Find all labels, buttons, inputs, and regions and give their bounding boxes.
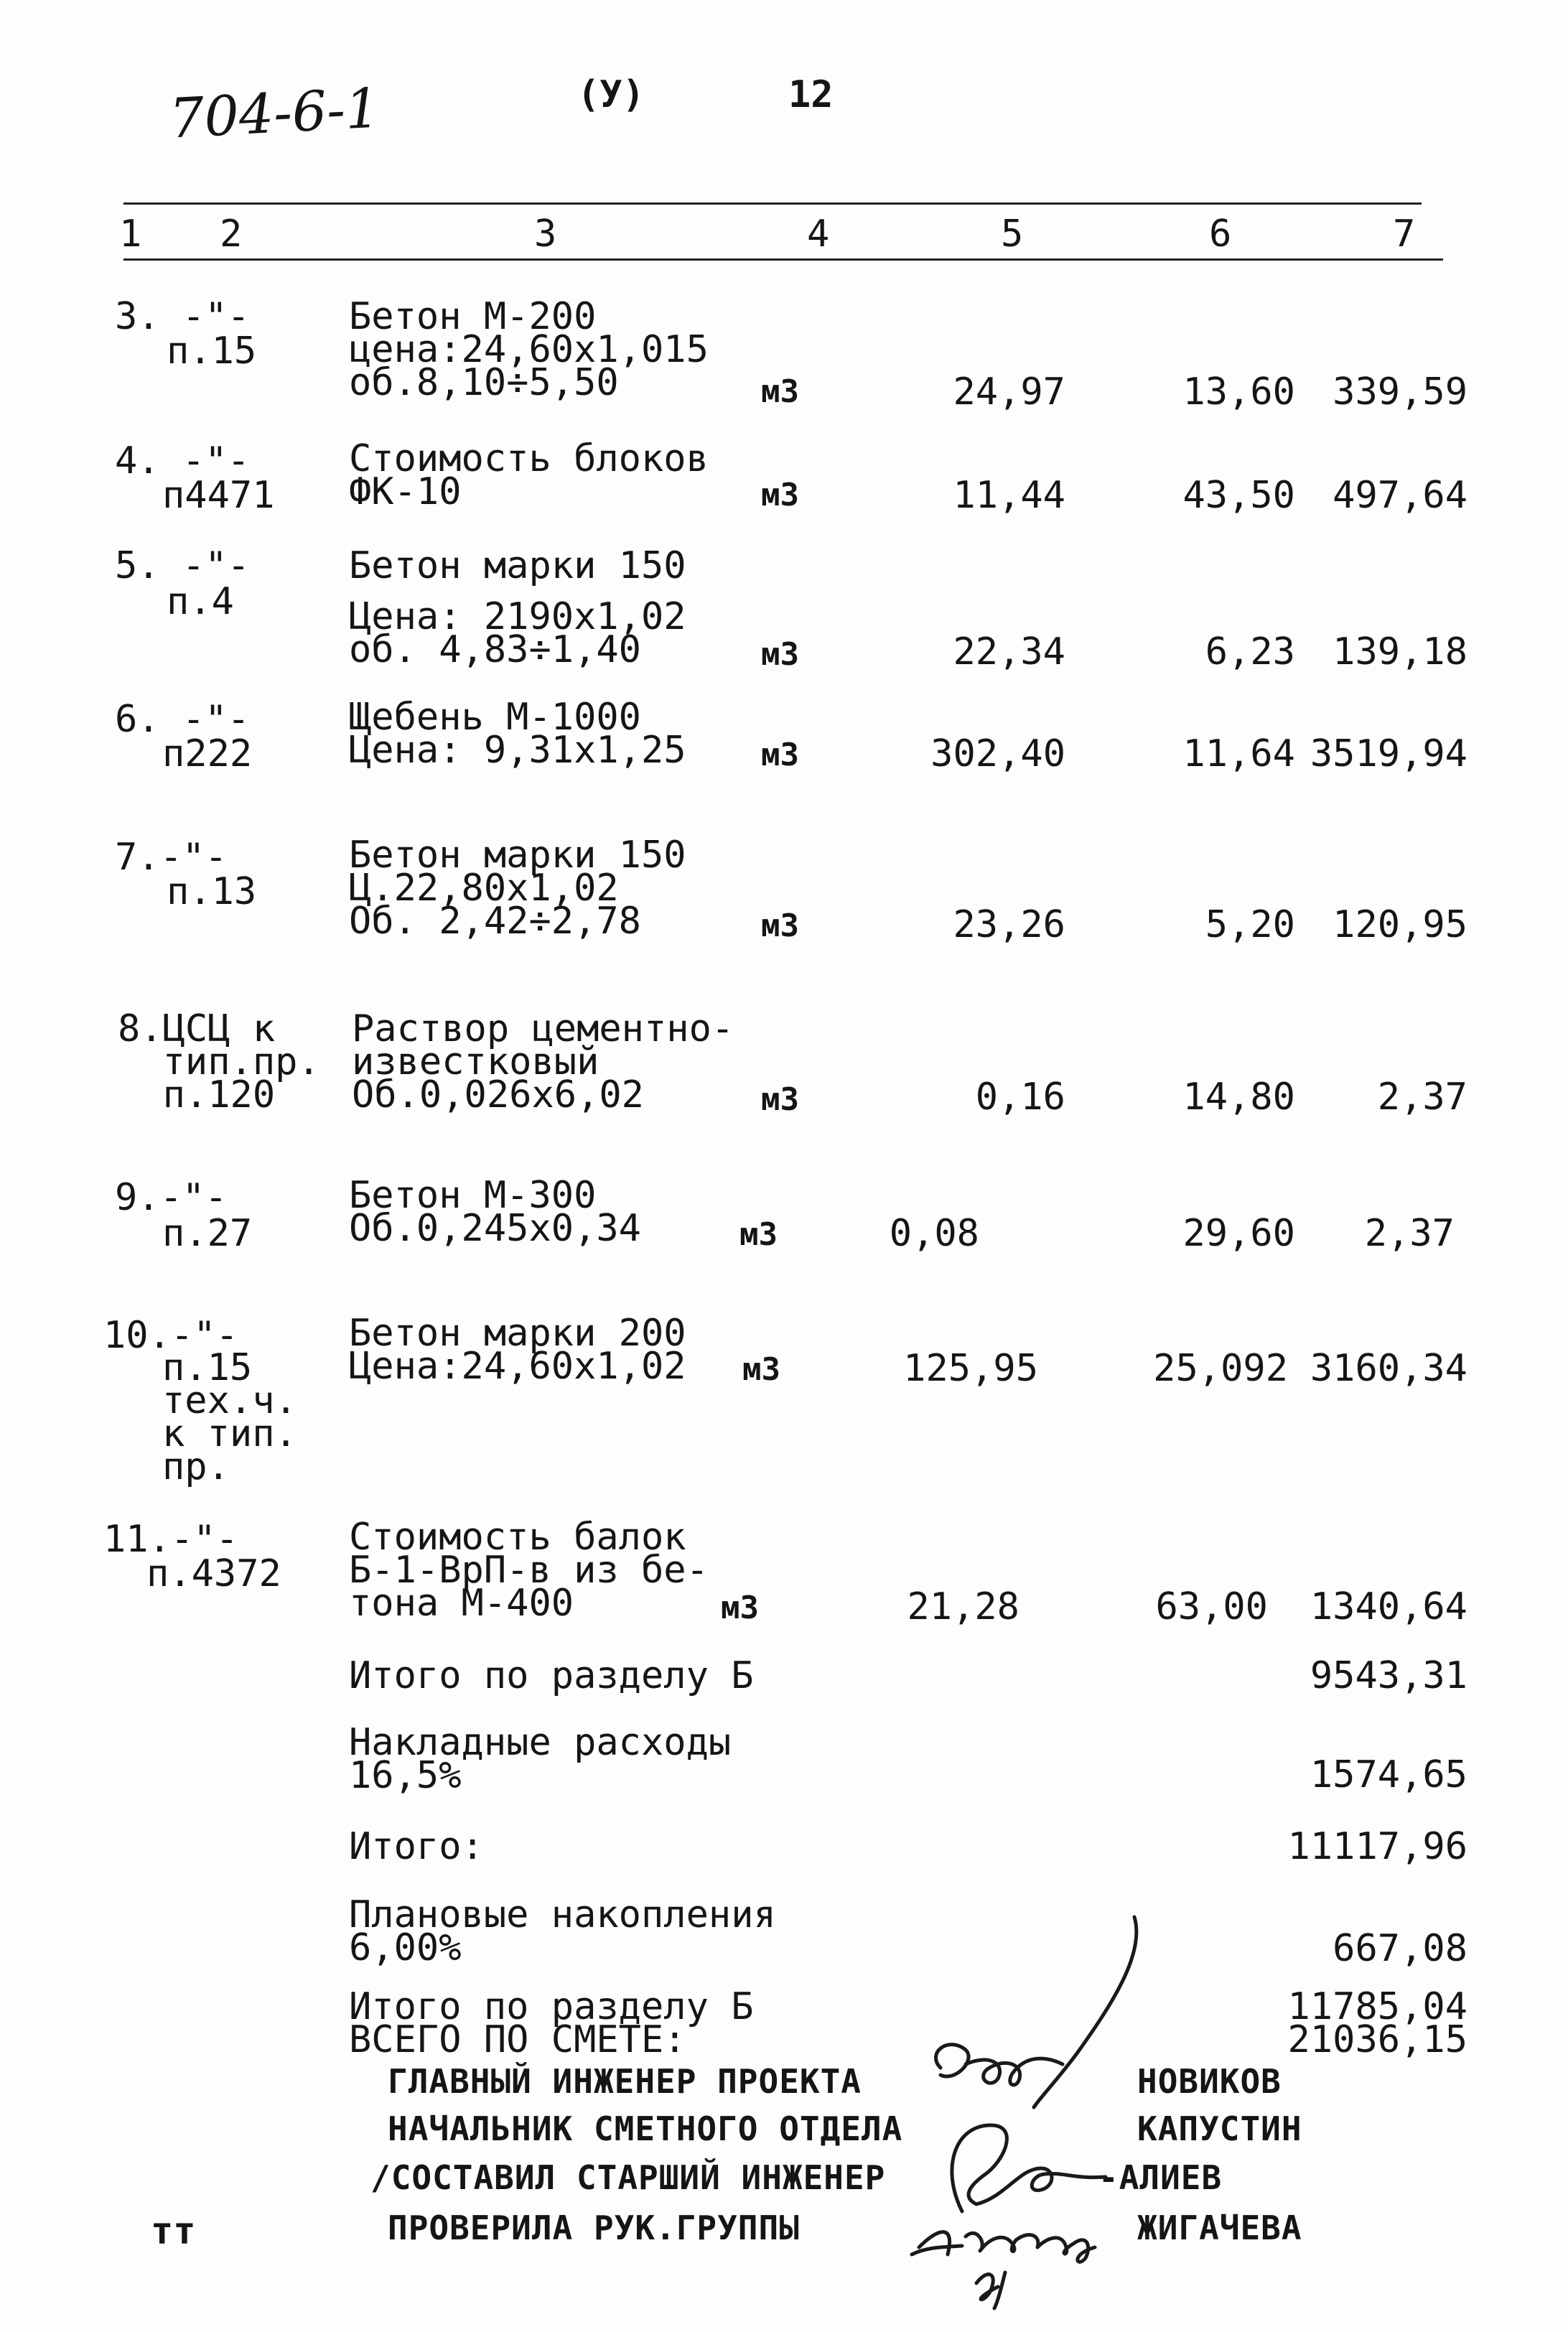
row-price: 11,64 bbox=[1182, 732, 1295, 775]
planned-savings-label-line: Плановые накопления bbox=[349, 1893, 776, 1936]
row-price: 29,60 bbox=[1182, 1212, 1295, 1255]
row-desc-line: Бетон марки 200 bbox=[349, 1312, 686, 1355]
row-description bbox=[352, 1007, 734, 1116]
signature-name: ЖИГАЧЕВА bbox=[1137, 2209, 1302, 2247]
total-label: Итого: bbox=[349, 1825, 484, 1868]
row-description bbox=[349, 1174, 641, 1250]
row-desc-line: Цена: 9,31х1,25 bbox=[349, 729, 686, 772]
row-ref bbox=[167, 330, 257, 373]
row-description bbox=[349, 295, 709, 404]
row-unit: м3 bbox=[739, 1216, 778, 1253]
row-unit: м3 bbox=[761, 636, 799, 673]
row-number: 9.-"- bbox=[115, 1176, 228, 1219]
footer-mark: тт bbox=[151, 2210, 196, 2253]
row-desc-line: Бетон М-300 bbox=[349, 1174, 597, 1217]
row-quantity: 0,08 bbox=[889, 1212, 979, 1255]
row-desc-line: Б-1-ВрП-в из бе- bbox=[349, 1549, 709, 1592]
row-number: 4. -"- bbox=[115, 439, 250, 482]
estimate-total-label: ВСЕГО ПО СМЕТЕ: bbox=[349, 2018, 686, 2061]
row-ref-line: п4471 bbox=[162, 474, 275, 517]
overhead-value: 1574,65 bbox=[1310, 1753, 1467, 1796]
row-desc-line: Щебень М-1000 bbox=[349, 696, 641, 739]
row-ref-line: п.27 bbox=[162, 1212, 253, 1255]
row-desc-line: Бетон марки 150 bbox=[349, 544, 686, 587]
row-total: 2,37 bbox=[1364, 1212, 1455, 1255]
row-quantity: 11,44 bbox=[953, 474, 1065, 517]
column-header-1: 1 bbox=[119, 213, 142, 256]
row-total: 3519,94 bbox=[1310, 732, 1467, 775]
signature-name: КАПУСТИН bbox=[1137, 2109, 1302, 2148]
row-number: 11.-"- bbox=[103, 1518, 238, 1561]
grand-total-label bbox=[349, 1985, 754, 2061]
row-unit: м3 bbox=[761, 908, 799, 944]
header-rule-bottom bbox=[123, 258, 1443, 261]
row-ref-line: п.15 bbox=[167, 330, 257, 373]
row-description bbox=[349, 1312, 686, 1388]
row-price: 43,50 bbox=[1182, 474, 1295, 517]
column-header-7: 7 bbox=[1393, 213, 1416, 256]
overhead-rate: 16,5% bbox=[349, 1754, 462, 1797]
planned-savings-label bbox=[349, 1893, 776, 1969]
row-ref bbox=[146, 1552, 281, 1595]
row-number: 3. -"- bbox=[115, 295, 250, 338]
row-price: 14,80 bbox=[1182, 1076, 1295, 1119]
row-quantity: 0,16 bbox=[975, 1076, 1065, 1119]
row-ref bbox=[167, 870, 257, 913]
row-description bbox=[349, 696, 686, 772]
row-total: 2,37 bbox=[1377, 1076, 1467, 1119]
column-header-6: 6 bbox=[1209, 213, 1232, 256]
planned-savings-value: 667,08 bbox=[1333, 1927, 1467, 1970]
row-unit: м3 bbox=[761, 373, 799, 410]
section-total-value: 11785,04 bbox=[1287, 1985, 1467, 2028]
row-desc-line: Цена:24,60х1,02 bbox=[349, 1345, 686, 1388]
header-rule-top bbox=[123, 202, 1422, 205]
row-desc-line: об.8,10÷5,50 bbox=[349, 361, 619, 404]
row-ref-line: п.15 bbox=[162, 1346, 253, 1389]
row-desc-line: Об.0,026х6,02 bbox=[352, 1073, 644, 1116]
row-ref bbox=[162, 1212, 253, 1255]
row-total: 139,18 bbox=[1333, 630, 1467, 673]
estimate-total-value: 21036,15 bbox=[1287, 2018, 1467, 2061]
row-ref bbox=[118, 1007, 320, 1116]
section-subtotal-value: 9543,31 bbox=[1310, 1654, 1467, 1697]
row-total: 1340,64 bbox=[1310, 1585, 1467, 1628]
row-desc-line: цена:24,60х1,015 bbox=[349, 328, 709, 371]
overhead-label-line: Накладные расходы bbox=[349, 1721, 732, 1764]
column-header-5: 5 bbox=[1001, 213, 1024, 256]
row-unit: м3 bbox=[721, 1590, 759, 1626]
row-number: 7.-"- bbox=[115, 836, 228, 879]
row-price: 5,20 bbox=[1205, 903, 1295, 946]
row-quantity: 21,28 bbox=[907, 1585, 1019, 1628]
row-quantity: 24,97 bbox=[953, 370, 1065, 414]
row-ref-line: п222 bbox=[162, 732, 253, 775]
row-desc-line: тона М-400 bbox=[349, 1582, 574, 1625]
total-value: 11117,96 bbox=[1287, 1825, 1467, 1868]
row-description bbox=[349, 544, 686, 587]
signature-role: /СОСТАВИЛ СТАРШИЙ ИНЖЕНЕР bbox=[370, 2158, 886, 2197]
signature-role: ГЛАВНЫЙ ИНЖЕНЕР ПРОЕКТА bbox=[388, 2062, 862, 2101]
row-ref-line: п.4 bbox=[167, 580, 234, 623]
row-description-cont bbox=[349, 595, 686, 671]
row-desc-line: Бетон марки 150 bbox=[349, 834, 686, 877]
signature-role: ПРОВЕРИЛА РУК.ГРУППЫ bbox=[388, 2209, 800, 2247]
document-mark: (У) bbox=[577, 73, 645, 116]
row-desc-line: Раствор цементно- bbox=[352, 1007, 734, 1050]
column-header-4: 4 bbox=[807, 213, 830, 256]
row-total: 120,95 bbox=[1333, 903, 1467, 946]
row-desc-line: об. 4,83÷1,40 bbox=[349, 628, 641, 671]
row-desc-line: Ц.22,80х1,02 bbox=[349, 867, 619, 910]
row-number: 10.-"- bbox=[103, 1314, 238, 1357]
overhead-label bbox=[349, 1721, 732, 1797]
row-unit: м3 bbox=[761, 737, 799, 773]
row-desc-line: Об.0,245х0,34 bbox=[349, 1207, 641, 1250]
row-total: 339,59 bbox=[1333, 370, 1467, 414]
section-total-label: Итого по разделу Б bbox=[349, 1985, 754, 2028]
page-number: 12 bbox=[788, 73, 834, 116]
row-number: 6. -"- bbox=[115, 698, 250, 741]
row-ref bbox=[162, 474, 275, 517]
row-ref-line: п.4372 bbox=[146, 1552, 281, 1595]
row-total: 497,64 bbox=[1333, 474, 1467, 517]
row-ref bbox=[167, 580, 234, 623]
row-ref-line: к тип. bbox=[162, 1412, 297, 1455]
row-desc-line: Цена: 2190х1,02 bbox=[349, 595, 686, 638]
row-quantity: 125,95 bbox=[903, 1347, 1038, 1390]
row-ref bbox=[162, 1346, 297, 1488]
row-unit: м3 bbox=[742, 1351, 780, 1388]
row-price: 25,092 bbox=[1153, 1347, 1288, 1390]
row-number: 8.ЦСЦ к bbox=[118, 1007, 276, 1050]
row-ref-line: тех.ч. bbox=[162, 1379, 297, 1422]
planned-savings-rate: 6,00% bbox=[349, 1926, 462, 1969]
row-total: 3160,34 bbox=[1310, 1347, 1467, 1390]
row-desc-line: ФК-10 bbox=[349, 470, 462, 513]
signature-name: НОВИКОВ bbox=[1137, 2062, 1282, 2101]
row-ref-line: п.13 bbox=[167, 870, 257, 913]
row-quantity: 23,26 bbox=[953, 903, 1065, 946]
row-unit: м3 bbox=[761, 477, 799, 513]
document-code: 704-6-1 bbox=[167, 75, 382, 151]
row-description bbox=[349, 834, 686, 943]
row-desc-line: известковый bbox=[352, 1040, 599, 1083]
signature-name: -АЛИЕВ bbox=[1098, 2158, 1223, 2197]
row-number: 5. -"- bbox=[115, 544, 250, 587]
row-desc-line: Стоимость блоков bbox=[349, 437, 709, 480]
row-quantity: 22,34 bbox=[953, 630, 1065, 673]
column-header-2: 2 bbox=[220, 213, 243, 256]
grand-total-value bbox=[1287, 1985, 1467, 2061]
row-ref-line: тип.пр. bbox=[162, 1040, 320, 1083]
row-quantity: 302,40 bbox=[930, 732, 1065, 775]
row-desc-line: Стоимость балок bbox=[349, 1516, 686, 1559]
row-price: 13,60 bbox=[1182, 370, 1295, 414]
row-ref-line: п.120 bbox=[162, 1073, 276, 1116]
signature-role: НАЧАЛЬНИК СМЕТНОГО ОТДЕЛА bbox=[388, 2109, 903, 2148]
row-desc-line: Об. 2,42÷2,78 bbox=[349, 900, 641, 943]
row-description bbox=[349, 437, 709, 513]
row-price: 63,00 bbox=[1155, 1585, 1268, 1628]
section-subtotal-label: Итого по разделу Б bbox=[349, 1654, 754, 1697]
handwritten-signatures bbox=[897, 1910, 1156, 2312]
row-desc-line: Бетон М-200 bbox=[349, 295, 597, 338]
column-header-3: 3 bbox=[534, 213, 557, 256]
row-price: 6,23 bbox=[1205, 630, 1295, 673]
row-description bbox=[349, 1516, 709, 1625]
row-ref-line: пр. bbox=[162, 1445, 230, 1488]
row-ref bbox=[162, 732, 253, 775]
row-unit: м3 bbox=[761, 1081, 799, 1118]
